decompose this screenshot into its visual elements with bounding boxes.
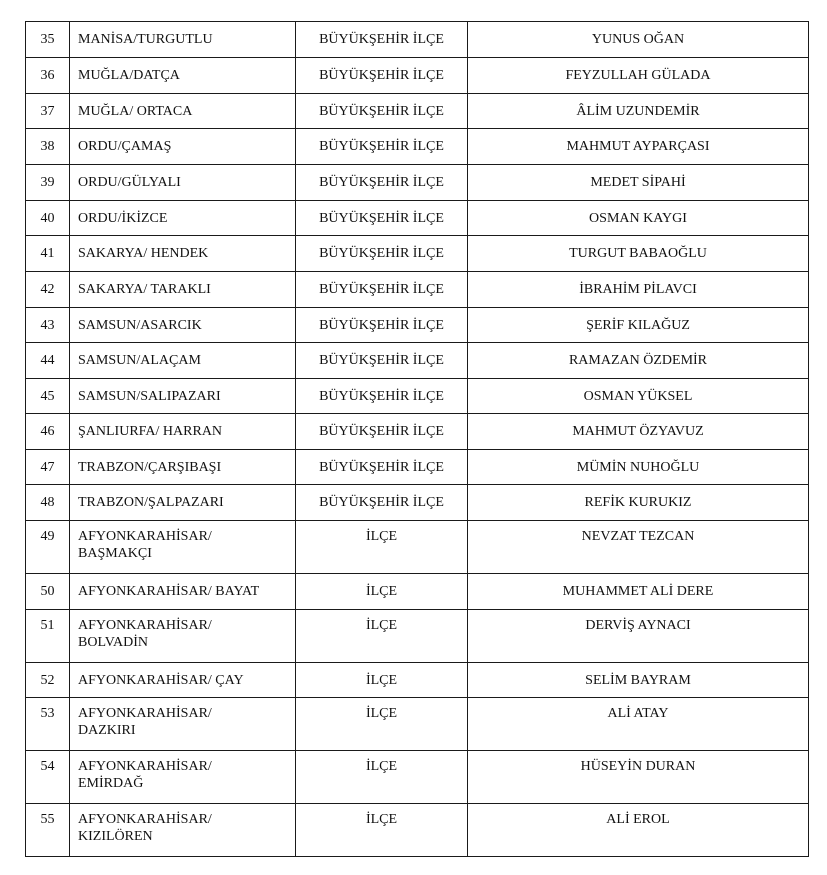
place-name (78, 751, 295, 792)
place-cell (70, 521, 296, 574)
place-cell (70, 698, 296, 751)
person-name: OSMAN YÜKSEL (583, 389, 693, 404)
unit-type: İLÇE (365, 759, 398, 774)
type-cell (296, 129, 468, 165)
table-row (26, 58, 809, 94)
row-number: 47 (40, 460, 55, 475)
row-number: 49 (40, 529, 55, 544)
row-number-cell (26, 521, 70, 574)
row-number-cell (26, 272, 70, 308)
place-name (78, 698, 295, 739)
place-line-2: BOLVADİN (78, 635, 149, 650)
row-number-cell (26, 201, 70, 236)
person-cell (468, 94, 809, 129)
row-number-cell (26, 804, 70, 857)
place-cell (70, 236, 296, 272)
unit-type: BÜYÜKŞEHİR İLÇE (319, 104, 444, 119)
person-cell (468, 751, 809, 804)
place-line-1: AFYONKARAHİSAR/ (78, 759, 212, 774)
unit-type: İLÇE (365, 618, 398, 633)
row-number: 37 (40, 104, 55, 119)
person-name: DERVİŞ AYNACI (585, 618, 691, 633)
unit-type: BÜYÜKŞEHİR İLÇE (319, 139, 444, 154)
place-name: AFYONKARAHİSAR/ BAYAT (78, 584, 260, 599)
person-cell (468, 610, 809, 663)
person-name: FEYZULLAH GÜLADA (565, 68, 711, 83)
place-cell (70, 574, 296, 610)
person-name: ALİ ATAY (607, 706, 669, 721)
row-number: 39 (40, 175, 55, 190)
person-name: REFİK KURUKIZ (584, 495, 692, 510)
unit-type: BÜYÜKŞEHİR İLÇE (319, 460, 444, 475)
table-row (26, 308, 809, 343)
place-cell (70, 751, 296, 804)
type-cell (296, 94, 468, 129)
type-cell (296, 379, 468, 414)
unit-type: BÜYÜKŞEHİR İLÇE (319, 318, 444, 333)
unit-type: BÜYÜKŞEHİR İLÇE (319, 424, 444, 439)
place-cell (70, 272, 296, 308)
person-cell (468, 272, 809, 308)
place-name: MANİSA/TURGUTLU (78, 32, 213, 47)
place-line-1: AFYONKARAHİSAR/ (78, 706, 212, 721)
type-cell (296, 698, 468, 751)
person-name: OSMAN KAYGI (589, 211, 687, 226)
type-cell (296, 308, 468, 343)
table-body (26, 22, 809, 857)
person-name: ŞERİF KILAĞUZ (586, 318, 690, 333)
type-cell (296, 663, 468, 698)
place-cell (70, 610, 296, 663)
person-cell (468, 379, 809, 414)
person-name: SELİM BAYRAM (585, 673, 691, 688)
place-cell (70, 58, 296, 94)
table-row (26, 22, 809, 58)
place-name: SAKARYA/ TARAKLI (78, 282, 211, 297)
person-name: MAHMUT AYPARÇASI (566, 139, 710, 154)
person-name: MUHAMMET ALİ DERE (562, 584, 714, 599)
type-cell (296, 485, 468, 521)
table-row (26, 663, 809, 698)
place-name: MUĞLA/DATÇA (78, 68, 180, 83)
row-number: 42 (40, 282, 55, 297)
unit-type: İLÇE (365, 673, 398, 688)
type-cell (296, 236, 468, 272)
place-name: SAMSUN/SALIPAZARI (78, 389, 221, 404)
table-row (26, 414, 809, 450)
row-number: 38 (40, 139, 55, 154)
person-name: MAHMUT ÖZYAVUZ (572, 424, 704, 439)
unit-type: BÜYÜKŞEHİR İLÇE (319, 495, 444, 510)
place-name: ORDU/İKİZCE (78, 211, 168, 226)
row-number: 54 (40, 759, 55, 774)
person-name: TURGUT BABAOĞLU (569, 246, 707, 261)
table-row (26, 379, 809, 414)
person-name: RAMAZAN ÖZDEMİR (568, 353, 708, 368)
place-name: ORDU/GÜLYALI (78, 175, 181, 190)
unit-type: BÜYÜKŞEHİR İLÇE (319, 211, 444, 226)
row-number: 45 (40, 389, 55, 404)
person-cell (468, 165, 809, 201)
place-cell (70, 165, 296, 201)
person-cell (468, 804, 809, 857)
place-cell (70, 450, 296, 485)
row-number-cell (26, 22, 70, 58)
type-cell (296, 201, 468, 236)
table-row (26, 521, 809, 574)
table-row (26, 804, 809, 857)
table-row (26, 450, 809, 485)
table-row (26, 698, 809, 751)
person-cell (468, 485, 809, 521)
unit-type: İLÇE (365, 529, 398, 544)
type-cell (296, 165, 468, 201)
unit-type: BÜYÜKŞEHİR İLÇE (319, 68, 444, 83)
unit-type: İLÇE (365, 706, 398, 721)
person-name: NEVZAT TEZCAN (581, 529, 695, 544)
row-number: 48 (40, 495, 55, 510)
person-cell (468, 450, 809, 485)
table-row (26, 343, 809, 379)
row-number-cell (26, 414, 70, 450)
table-row (26, 574, 809, 610)
person-name: MEDET SİPAHİ (590, 175, 686, 190)
unit-type: BÜYÜKŞEHİR İLÇE (319, 246, 444, 261)
place-cell (70, 201, 296, 236)
table-row (26, 272, 809, 308)
place-name (78, 804, 295, 845)
row-number: 50 (40, 584, 55, 599)
row-number: 35 (40, 32, 55, 47)
place-name: SAMSUN/ALAÇAM (78, 353, 201, 368)
row-number: 52 (40, 673, 55, 688)
row-number-cell (26, 450, 70, 485)
place-cell (70, 414, 296, 450)
person-name: ÂLİM UZUNDEMİR (576, 104, 700, 119)
row-number: 44 (40, 353, 55, 368)
place-line-1: AFYONKARAHİSAR/ (78, 812, 212, 827)
type-cell (296, 272, 468, 308)
unit-type: İLÇE (365, 812, 398, 827)
row-number: 53 (40, 706, 55, 721)
place-cell (70, 94, 296, 129)
place-name (78, 610, 295, 651)
type-cell (296, 343, 468, 379)
type-cell (296, 58, 468, 94)
row-number: 55 (40, 812, 55, 827)
person-cell (468, 22, 809, 58)
place-name: TRABZON/ÇARŞIBAŞI (78, 460, 222, 475)
unit-type: BÜYÜKŞEHİR İLÇE (319, 282, 444, 297)
type-cell (296, 751, 468, 804)
row-number-cell (26, 610, 70, 663)
place-line-1: AFYONKARAHİSAR/ (78, 618, 212, 633)
unit-type: BÜYÜKŞEHİR İLÇE (319, 389, 444, 404)
person-cell (468, 129, 809, 165)
place-cell (70, 308, 296, 343)
row-number-cell (26, 343, 70, 379)
row-number: 36 (40, 68, 55, 83)
row-number-cell (26, 129, 70, 165)
row-number: 40 (40, 211, 55, 226)
place-line-2: KIZILÖREN (78, 829, 153, 844)
person-name: İBRAHİM PİLAVCI (579, 282, 697, 297)
place-cell (70, 343, 296, 379)
place-cell (70, 804, 296, 857)
unit-type: BÜYÜKŞEHİR İLÇE (319, 353, 444, 368)
place-line-2: BAŞMAKÇI (78, 546, 152, 561)
person-cell (468, 574, 809, 610)
place-name: SAMSUN/ASARCIK (78, 318, 202, 333)
row-number-cell (26, 58, 70, 94)
row-number: 41 (40, 246, 55, 261)
table-row (26, 751, 809, 804)
row-number-cell (26, 574, 70, 610)
table-row (26, 129, 809, 165)
place-line-2: EMİRDAĞ (78, 776, 144, 791)
row-number-cell (26, 485, 70, 521)
row-number-cell (26, 663, 70, 698)
row-number-cell (26, 94, 70, 129)
place-cell (70, 379, 296, 414)
row-number-cell (26, 379, 70, 414)
person-cell (468, 414, 809, 450)
place-cell (70, 663, 296, 698)
row-number: 43 (40, 318, 55, 333)
row-number: 46 (40, 424, 55, 439)
place-line-2: DAZKIRI (78, 723, 136, 738)
type-cell (296, 22, 468, 58)
place-name: SAKARYA/ HENDEK (78, 246, 209, 261)
person-name: ALİ EROL (606, 812, 670, 827)
row-number-cell (26, 751, 70, 804)
person-cell (468, 343, 809, 379)
person-cell (468, 201, 809, 236)
unit-type: BÜYÜKŞEHİR İLÇE (319, 32, 444, 47)
person-cell (468, 58, 809, 94)
table-row (26, 485, 809, 521)
row-number-cell (26, 165, 70, 201)
person-name: HÜSEYİN DURAN (580, 759, 696, 774)
table-row (26, 236, 809, 272)
unit-type: BÜYÜKŞEHİR İLÇE (319, 175, 444, 190)
place-line-1: AFYONKARAHİSAR/ (78, 529, 212, 544)
row-number-cell (26, 236, 70, 272)
type-cell (296, 414, 468, 450)
place-name: AFYONKARAHİSAR/ ÇAY (78, 673, 244, 688)
type-cell (296, 521, 468, 574)
person-cell (468, 308, 809, 343)
table-row (26, 94, 809, 129)
person-cell (468, 521, 809, 574)
table-row (26, 165, 809, 201)
officials-table (25, 21, 809, 857)
place-cell (70, 129, 296, 165)
person-name: MÜMİN NUHOĞLU (576, 460, 700, 475)
person-name: YUNUS OĞAN (591, 32, 685, 47)
table-row (26, 610, 809, 663)
person-cell (468, 236, 809, 272)
person-cell (468, 663, 809, 698)
place-name (78, 521, 295, 562)
row-number: 51 (40, 618, 55, 633)
place-cell (70, 485, 296, 521)
type-cell (296, 610, 468, 663)
unit-type: İLÇE (365, 584, 398, 599)
place-name: ŞANLIURFA/ HARRAN (78, 424, 223, 439)
place-name: ORDU/ÇAMAŞ (78, 139, 172, 154)
place-name: TRABZON/ŞALPAZARI (78, 495, 224, 510)
place-name: MUĞLA/ ORTACA (78, 104, 193, 119)
table-row (26, 201, 809, 236)
row-number-cell (26, 698, 70, 751)
row-number-cell (26, 308, 70, 343)
person-cell (468, 698, 809, 751)
type-cell (296, 804, 468, 857)
type-cell (296, 574, 468, 610)
type-cell (296, 450, 468, 485)
place-cell (70, 22, 296, 58)
